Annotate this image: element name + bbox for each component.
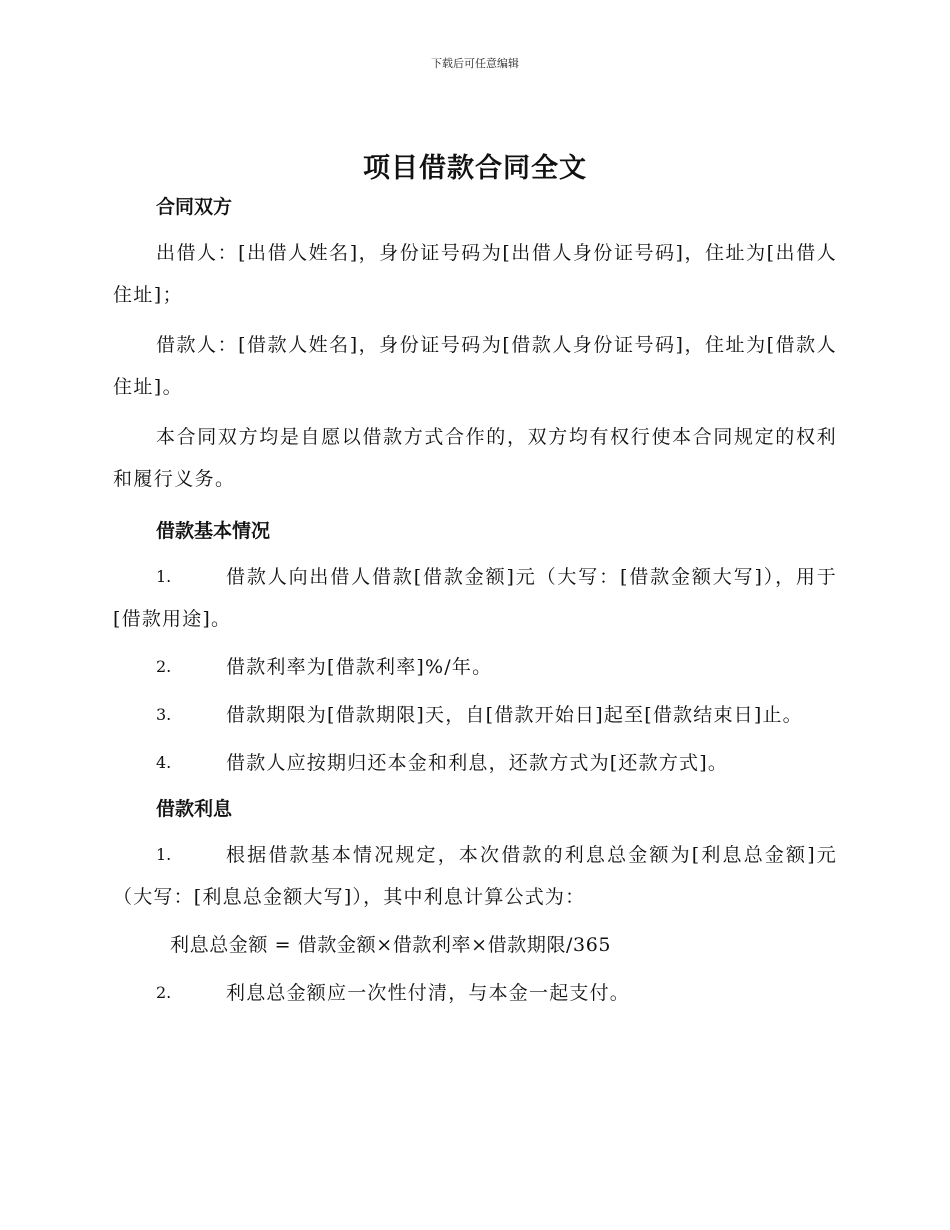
list-item-text: 借款人应按期归还本金和利息，还款方式为[还款方式]。 xyxy=(226,752,729,774)
list-item xyxy=(113,972,837,1014)
list-item xyxy=(113,834,837,918)
list-item-number: 2. xyxy=(156,983,172,1002)
list-item-text: 借款人向出借人借款[借款金额]元（大写：[借款金额大写]），用于[借款用途]。 xyxy=(113,566,837,630)
list-item xyxy=(113,694,837,736)
document-title: 项目借款合同全文 xyxy=(363,153,587,184)
paragraph-borrower: 借款人：[借款人姓名]，身份证号码为[借款人身份证号码]，住址为[借款人住址]。 xyxy=(113,334,837,398)
page-header-note: 下载后可任意编辑 xyxy=(431,57,519,70)
list-item-number: 1. xyxy=(156,567,172,586)
list-item-text: 利息总金额应一次性付清，与本金一起支付。 xyxy=(226,982,631,1004)
section-heading-interest: 借款利息 xyxy=(156,798,233,820)
list-item-text: 根据借款基本情况规定，本次借款的利息总金额为[利息总金额]元（大写：[利息总金额大写]），其中利息计算公式为： xyxy=(113,844,837,908)
list-item-number: 1. xyxy=(156,845,172,864)
list-item xyxy=(113,742,837,784)
list-item-text: 借款期限为[借款期限]天，自[借款开始日]起至[借款结束日]止。 xyxy=(226,704,803,726)
section-heading-basic: 借款基本情况 xyxy=(156,520,271,542)
list-item xyxy=(113,646,837,688)
paragraph-statement: 本合同双方均是自愿以借款方式合作的，双方均有权行使本合同规定的权利和履行义务。 xyxy=(113,426,837,490)
section-heading-parties: 合同双方 xyxy=(156,196,233,218)
list-item-number: 2. xyxy=(156,657,172,676)
document-body xyxy=(113,188,837,1020)
interest-formula: 利息总金额 = 借款金额×借款利率×借款期限/365 xyxy=(170,934,612,956)
list-item-text: 借款利率为[借款利率]%/年。 xyxy=(226,656,493,678)
paragraph-lender: 出借人：[出借人姓名]，身份证号码为[出借人身份证号码]，住址为[出借人住址]； xyxy=(113,242,837,306)
list-item-number: 4. xyxy=(156,753,172,772)
list-item-number: 3. xyxy=(156,705,172,724)
list-item xyxy=(113,556,837,640)
